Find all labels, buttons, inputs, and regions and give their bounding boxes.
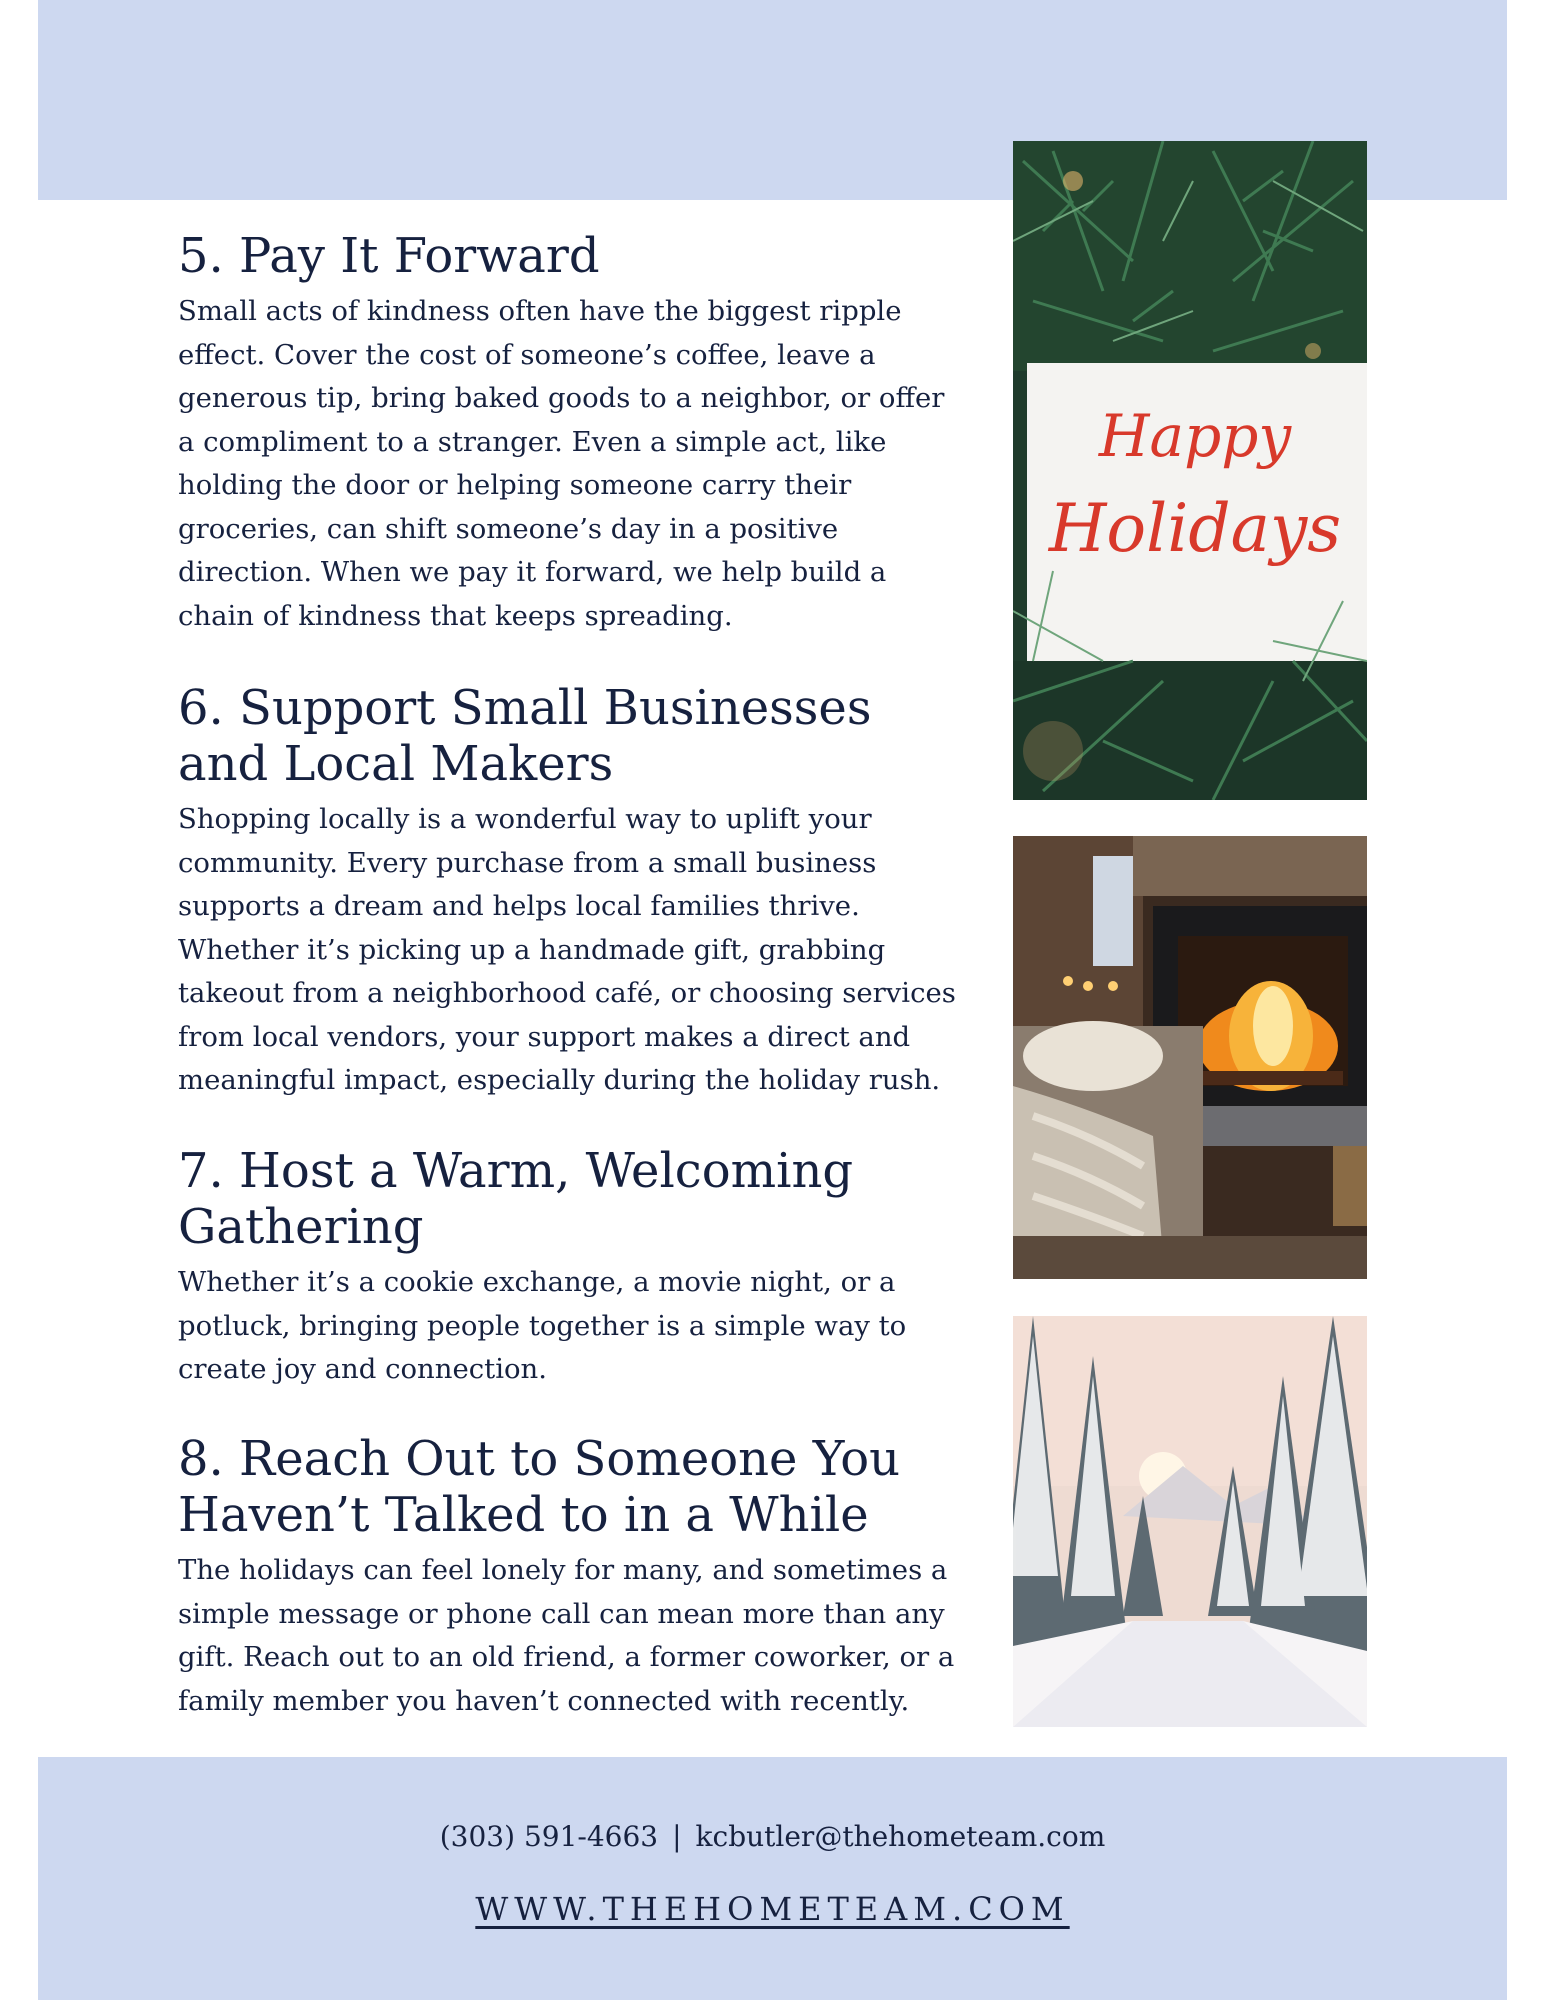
pine-card-illustration <box>1013 141 1367 800</box>
section-body: Small acts of kindness often have the biggest ripple effect. Cover the cost of someone’s coffee, leave a generous tip, bring baked goods to a neighbor, or offer a compliment to a stranger. Even a simple act, like holding the door or helping someone carry their groceries, can shift someone’s day in a positive direction. When we pay it forward, we help build a chain of kindness that keeps spreading. <box>178 295 945 632</box>
tip-section-6 <box>178 680 968 1103</box>
section-heading: 5. Pay It Forward <box>178 228 600 284</box>
snowy-forest-image <box>1013 1316 1367 1727</box>
phone-number[interactable]: (303) 591-4663 <box>439 1820 659 1853</box>
card-text-happy: Happy <box>1098 402 1292 470</box>
tip-section-5 <box>178 228 968 638</box>
section-body: The holidays can feel lonely for many, and sometimes a simple message or phone call can mean more than any gift. Reach out to an old friend, a former coworker, or a family member you haven’t connected with recently. <box>178 1554 955 1717</box>
tip-section-7 <box>178 1143 968 1392</box>
card-text-holidays: Holidays <box>1048 490 1342 567</box>
footer-band <box>38 1757 1507 2000</box>
section-heading: 6. Support Small Businesses and Local Makers <box>178 680 872 792</box>
section-heading: 7. Host a Warm, Welcoming Gathering <box>178 1143 854 1255</box>
fireplace-image <box>1013 836 1367 1279</box>
tip-section-8 <box>178 1431 968 1723</box>
fireplace-illustration <box>1013 836 1367 1279</box>
contact-separator: | <box>672 1820 682 1853</box>
email-address[interactable]: kcbutler@thehometeam.com <box>695 1820 1106 1853</box>
website-link[interactable]: WWW.THEHOMETEAM.COM <box>475 1890 1070 1928</box>
section-heading: 8. Reach Out to Someone You Haven’t Talked to in a While <box>178 1431 901 1543</box>
website-line <box>0 1890 1545 1928</box>
happy-holidays-card-image <box>1013 141 1367 800</box>
snowy-forest-illustration <box>1013 1316 1367 1727</box>
contact-line <box>0 1820 1545 1853</box>
section-body: Shopping locally is a wonderful way to uplift your community. Every purchase from a small business supports a dream and helps local families thrive. Whether it’s picking up a handmade gift, grabbing takeout from a neighborhood café, or choosing services from local vendors, your support makes a direct and meaningful impact, especially during the holiday rush. <box>178 803 956 1096</box>
section-body: Whether it’s a cookie exchange, a movie night, or a potluck, bringing people together is a simple way to create joy and connection. <box>178 1266 907 1385</box>
